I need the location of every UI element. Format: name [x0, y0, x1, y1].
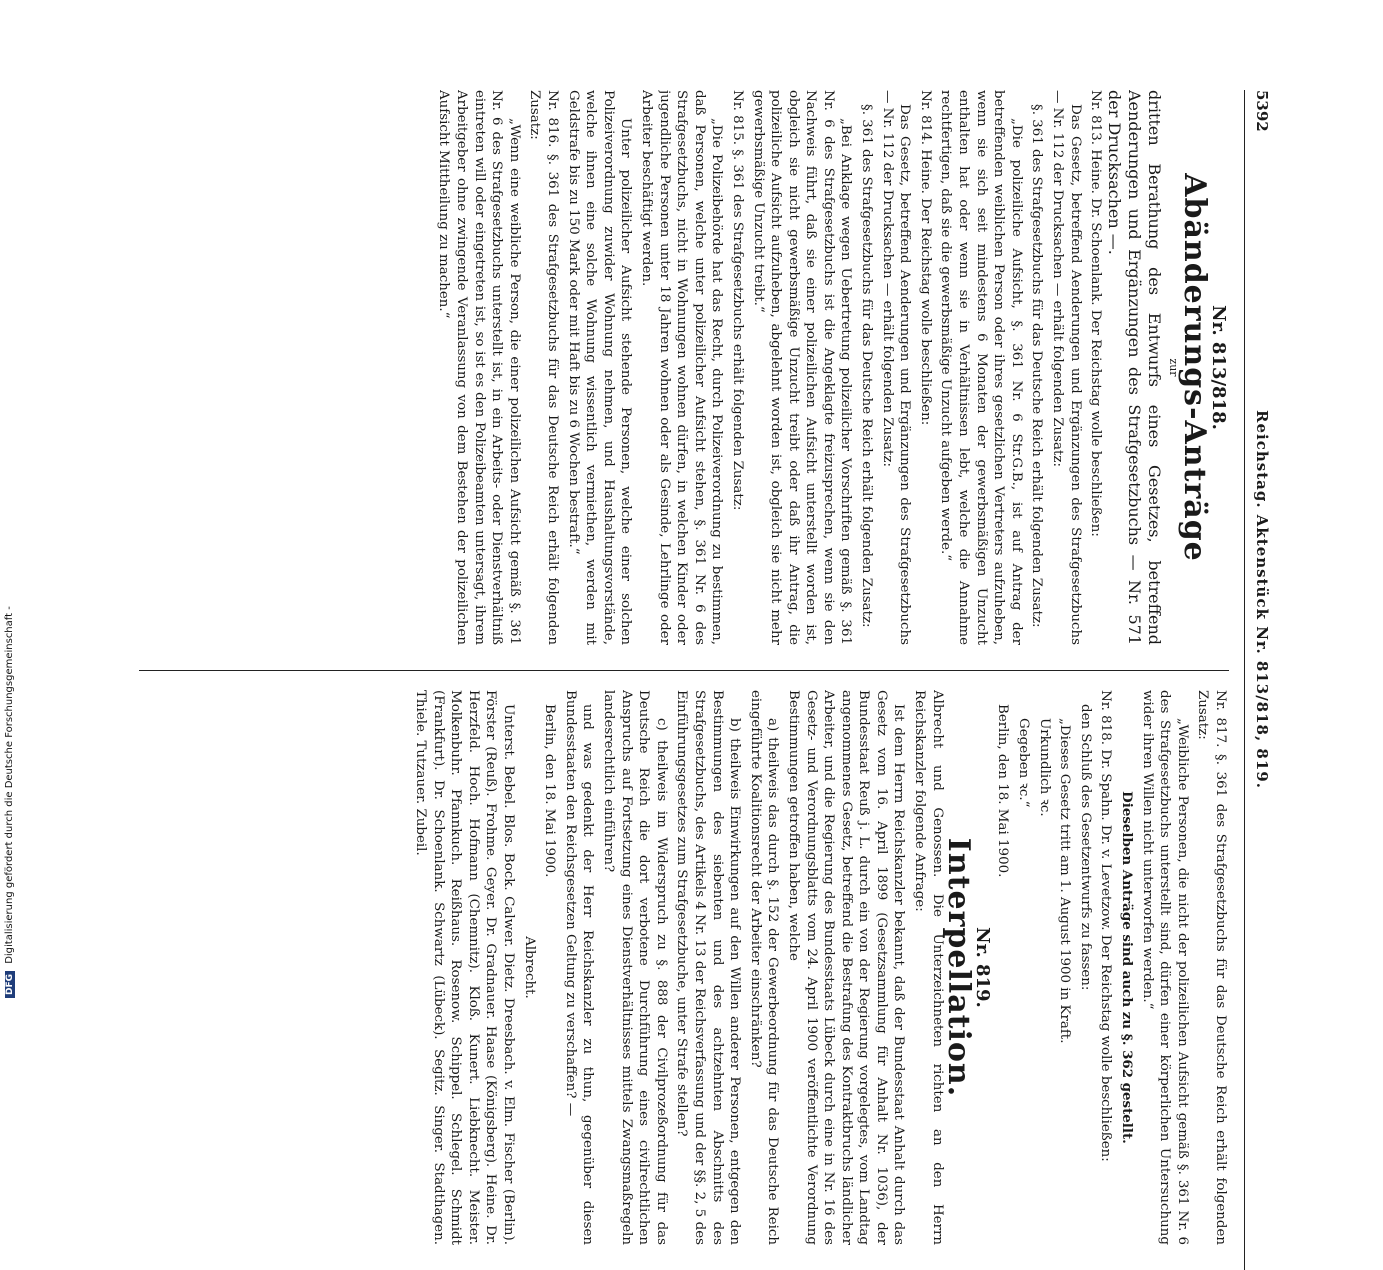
section-title: Abänderungs-Anträge — [1177, 173, 1213, 562]
a813-para: §. 361 des Strafgesetzbuchs für das Deutsche Reich erhält folgenden Zusatz: — [1029, 104, 1045, 628]
right-column — [119, 690, 1229, 1245]
interpellation-title: Interpellation. — [941, 837, 977, 1098]
i819-sign: Albrecht. — [521, 936, 537, 999]
a814-quote: „Bei Anklage wegen Uebertretung polizeilicher Vorschriften gemäß §. 361 Nr. 6 des Strafgesetzbuchs ist die Angeklagte freizusprechen, wenn sie den Nachweis führt, daß sie einer polizeilichen Aufsicht unterstellt worden ist, obgleich sie nicht gewerbsmäßige Unzucht treibt oder daß ihr Antrag, die polizeiliche Aufsicht aufzuheben, abgelehnt worden ist, obgleich sie nicht mehr gewerbsmäßige Unzucht treibt.“ — [750, 90, 854, 645]
section-number: Nr. 813/818. — [1208, 305, 1229, 430]
header-rule — [1244, 90, 1245, 1270]
i819-q1: Ist dem Herrn Reichskanzler bekannt, daß der Bundesstaat Anhalt durch das Gesetz vom 16. April 1899 (Gesetzsammlung für Anhalt Nr. 1036), der Bundesstaat Reuß j. L. durch ein von der Regierung vorgelegtes, vom Landtag angenommenes Gesetz, betreffend die Bestrafung des Kontraktbruchs ländlicher Arbeiter, und die Regierung des Bundesstaats Lübeck durch eine in Nr. 16 des Gesetz- und Verordnungsblatts vom 24. April 1900 veröffentlichte Verordnung Bestimmungen getroffen haben, welche — [785, 690, 907, 1245]
i819-intro: Albrecht und Genossen. Die Unterzeichneten richten an den Herrn Reichskanzler folgende Anfrage: — [912, 690, 945, 1245]
i819-a: a) theilweis das durch §. 152 der Gewerbeordnung für das Deutsche Reich eingeführte Koalitionsrecht der Arbeiter einschränken? — [747, 690, 781, 1245]
a815-head: Nr. 815. §. 361 des Strafgesetzbuchs erhält folgenden Zusatz: — [729, 90, 745, 511]
a813-head: Nr. 813. Heine. Dr. Schoenlank. Der Reichstag wolle beschließen: — [1088, 90, 1104, 537]
a814-text: Das Gesetz, betreffend Aenderungen und Ergänzungen des Strafgesetzbuchs — Nr. 112 der Drucksachen — erhält folgenden Zusatz: — [879, 90, 913, 645]
a813-text: Das Gesetz, betreffend Aenderungen und Ergänzungen des Strafgesetzbuchs — Nr. 112 der Drucksachen — erhält folgenden Zusatz: — [1050, 90, 1083, 645]
digitization-note — [4, 0, 18, 998]
a817-note: Dieselben Anträge sind auch zu §. 362 gestellt. — [1119, 791, 1136, 1144]
zur-label: zur — [1166, 358, 1180, 377]
i819-c: c) theilweis im Widerspruch zu §. 888 der Civilprozeßordnung für das Deutsche Reich die dort verbotene Durchführung eines civilrechtlichen Anspruchs auf Fortsetzung eines Dienstverhältnisses mittels Zwangsmaßregeln landesrechtlich einführen? — [601, 690, 669, 1245]
a813-quote: „Die polizeiliche Aufsicht, §. 361 Nr. 6 Str.G.B., ist auf Antrag der betreffenden weiblichen Person oder ihres gesetzlichen Vertreters aufzuheben, wenn sie sich seit mindestens 6 Monaten der gewerbsmäßigen Unzucht enthalten hat oder wenn sie in Verhältnissen lebt, welche die Annahme rechtfertigen, daß sie die gewerbsmäßige Unzucht aufgeben werde.“ — [938, 90, 1024, 645]
rotated-page — [95, 90, 1275, 1245]
a818-text: den Schluß des Gesetzentwurfs zu fassen: — [1077, 704, 1093, 991]
a815-quote2: Unter polizeilicher Aufsicht stehende Personen, welche einer solchen Polizeiverordnung zuwider Wohnung nehmen, und Haushaltungsvorstände, welche ihnen eine solche Wohnung wissentlich vermiethen, werden mit Geldstrafe bis zu 150 Mark oder mit Haft bis zu 6 Wochen bestraft.“ — [565, 90, 634, 645]
a816-head: Nr. 816. §. 361 des Strafgesetzbuchs für das Deutsche Reich erhält folgenden Zusatz: — [527, 90, 560, 645]
a817-head: Nr. 817. §. 361 des Strafgesetzbuchs für das Deutsche Reich erhält folgenden Zusatz: — [1195, 690, 1228, 1245]
running-title: Reichstag. Aktenstück Nr. 813/818, 819. — [1253, 410, 1271, 789]
a818-sig1: Urkundlich ꝛc. — [1036, 718, 1052, 817]
a814-para: §. 361 des Strafgesetzbuchs für das Deutsche Reich erhält folgenden Zusatz: — [859, 104, 875, 628]
i819-b: b) theilweis Einwirkungen auf den Willen anderer Personen, entgegen den Bestimmungen des siebenten und des achtzehnten Abschnitts des Strafgesetzbuchs, des Artikels 4 Nr. 13 der Reichsverfassung und der §§. 2, 5 des Einführungsgesetzes zum Strafgesetzbuche, unter Strafe stellen? — [674, 690, 743, 1245]
dfg-logo: DFG — [5, 971, 15, 998]
a818-head: Nr. 818. Dr. Spahn. Dr. v. Levetzow. Der Reichstag wolle beschließen: — [1098, 690, 1114, 1162]
digitization-text: Digitalisierung gefördert durch die Deutsche Forschungsgemeinschaft - — [4, 606, 15, 964]
i819-d: und was gedenkt der Herr Reichskanzler zu thun, gegenüber diesen Bundesstaaten den Reichsgesetzen Geltung zu verschaffen? — — [562, 690, 596, 1245]
page-header — [1247, 90, 1275, 1270]
page-number: 5392 — [1253, 90, 1271, 132]
a818-sig2: Gegeben ꝛc.“ — [1016, 718, 1032, 808]
a818-date: Berlin, den 18. Mai 1900. — [995, 704, 1011, 878]
i819-place: Berlin, den 18. Mai 1900. — [542, 704, 558, 878]
section-subtitle: dritten Berathung des Entwurfs eines Gesetzes, betreffend Aenderungen und Ergänzungen des Strafgesetzbuchs — Nr. 571 der Drucksachen —. — [1105, 90, 1165, 645]
i819-supporters: Unterst. Bebel. Blos. Bock. Calwer. Dietz. Dreesbach. v. Elm. Fischer (Berlin). Förster (Reuß). Frohme. Geyer. Dr. Gradnauer. Haase (Königsberg). Heine. Dr. Herzfeld. Hoch. Hofmann (Chemnitz). Kloß. Kunert. Liebknecht. Meister. Molkenbuhr. Pfannkuch. Reißhaus. Rosenow. Schippel. Schlegel. Schmidt (Frankfurt). Dr. Schoenlank. Schwartz (Lübeck). Segitz. Singer. Stadthagen. Thiele. Tutzauer. Zubeil. — [413, 690, 517, 1245]
a818-quote: „Dieses Gesetz tritt am 1. August 1900 in Kraft. — [1057, 718, 1073, 1044]
interpellation-number: Nr. 819. — [971, 927, 993, 1008]
a816-quote: „Wenn eine weibliche Person, die einer polizeilichen Aufsicht gemäß §. 361 Nr. 6 des Strafgesetzbuchs unterstellt ist, in ein Arbeits- oder Dienstverhältniß eintreten will oder eingetreten ist, so ist es den Polizeibeamten untersagt, ihrem Arbeitgeber ohne zwingende Veranlassung von dem Bestehen der polizeilichen Aufsicht Mittheilung zu machen.“ — [436, 90, 522, 645]
a815-quote: „Die Polizeibehörde hat das Recht, durch Polizeiverordnung zu bestimmen, daß Personen, welche unter polizeilicher Aufsicht stehen, §. 361 Nr. 6 des Strafgesetzbuchs, nicht in Wohnungen wohnen dürfen, in welchen Kinder oder jugendliche Personen unter 18 Jahren wohnen oder als Gesinde, Lehrlinge oder Arbeiter beschäftigt werden. — [638, 90, 725, 645]
a817-quote: „Weibliche Personen, die nicht der polizeilichen Aufsicht gemäß §. 361 Nr. 6 des Strafgesetzbuchs unterstellt sind, dürfen einer körperlichen Untersuchung wider ihren Willen nicht unterworfen werden.“ — [1139, 690, 1190, 1245]
left-column — [119, 90, 1229, 645]
a814-head: Nr. 814. Heine. Der Reichstag wolle beschließen: — [917, 90, 933, 426]
column-rule — [139, 670, 1229, 671]
